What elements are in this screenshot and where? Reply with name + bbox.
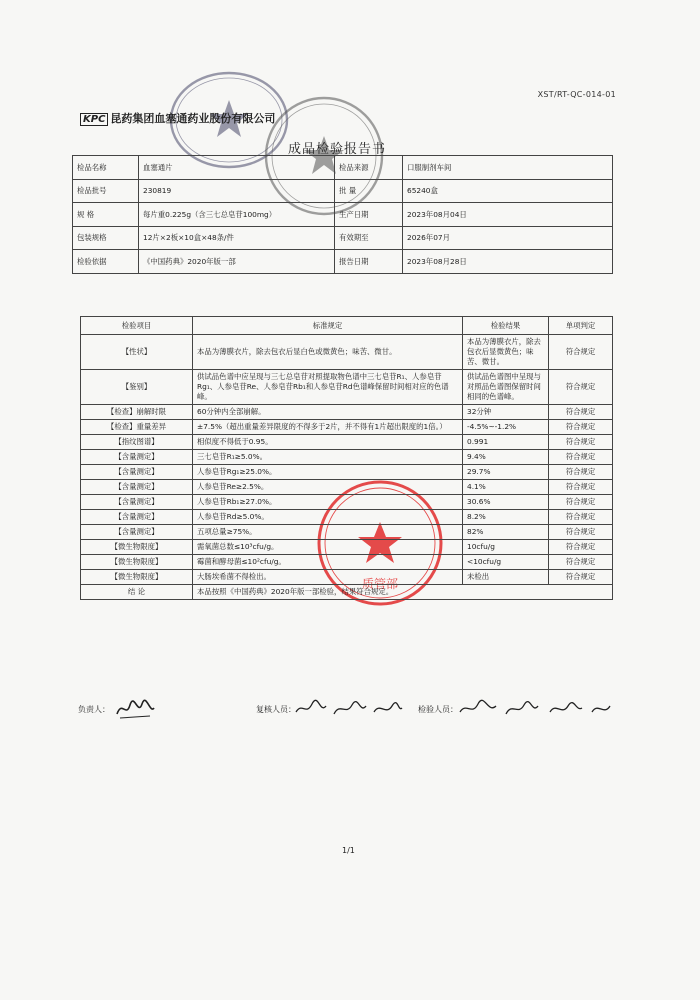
company-name: 昆药集团血塞通药业股份有限公司	[110, 112, 276, 125]
reviewer-label: 复核人员：	[256, 705, 296, 714]
test-standard: 人参皂苷Re≥2.5%。	[193, 479, 463, 494]
conclusion-row	[81, 584, 613, 599]
test-result: 本品为薄膜衣片，除去包衣后显微黄色；味苦、微甘。	[463, 335, 549, 370]
test-result: <10cfu/g	[463, 554, 549, 569]
label-test-basis: 检验依据	[73, 250, 139, 274]
label-report-date: 报告日期	[335, 250, 403, 274]
test-result: 0.991	[463, 434, 549, 449]
test-standard: 三七皂苷R₁≥5.0%。	[193, 449, 463, 464]
test-item: 【检查】重量差异	[81, 419, 193, 434]
test-standard: 供试品色谱中应呈现与三七总皂苷对照提取物色谱中三七皂苷R₁、人参皂苷Rg₁、人参皂苷Re、人参皂苷Rb₁和人参皂苷Rd色谱峰保留时间相对应的色谱峰。	[193, 369, 463, 404]
document-code: XST/RT-QC-014-01	[537, 90, 616, 99]
test-item: 【微生物限度】	[81, 569, 193, 584]
test-result: 30.6%	[463, 494, 549, 509]
info-row	[73, 203, 613, 227]
test-verdict: 符合规定	[549, 404, 613, 419]
test-item: 【检查】崩解时限	[81, 404, 193, 419]
inspector-label: 检验人员：	[418, 705, 458, 714]
test-header-row	[81, 317, 613, 335]
test-standard: 人参皂苷Rb₁≥27.0%。	[193, 494, 463, 509]
label-packaging: 包装规格	[73, 226, 139, 250]
test-result: 32分钟	[463, 404, 549, 419]
test-result: 4.1%	[463, 479, 549, 494]
test-standard: ±7.5%（超出重量差异限度的不得多于2片，并不得有1片超出限度的1倍。）	[193, 419, 463, 434]
value-packaging: 12片×2板×10盒×48条/件	[139, 226, 335, 250]
value-test-basis: 《中国药典》2020年版一部	[139, 250, 335, 274]
test-row	[81, 509, 613, 524]
test-row	[81, 569, 613, 584]
test-result: 9.4%	[463, 449, 549, 464]
value-product-name: 血塞通片	[139, 156, 335, 180]
value-specification: 每片重0.225g（含三七总皂苷100mg）	[139, 203, 335, 227]
test-result: 供试品色谱图中呈现与对照品色谱图保留时间相同的色谱峰。	[463, 369, 549, 404]
label-expiry: 有效期至	[335, 226, 403, 250]
label-batch-size: 批 量	[335, 179, 403, 203]
test-item: 【含量测定】	[81, 449, 193, 464]
value-batch-size: 65240盒	[403, 179, 613, 203]
value-report-date: 2023年08月28日	[403, 250, 613, 274]
test-verdict: 符合规定	[549, 434, 613, 449]
test-standard: 人参皂苷Rd≥5.0%。	[193, 509, 463, 524]
report-title: 成品检验报告书	[288, 142, 387, 157]
info-row	[73, 179, 613, 203]
test-item: 【微生物限度】	[81, 554, 193, 569]
test-standard: 本品为薄膜衣片，除去包衣后显白色或微黄色；味苦、微甘。	[193, 335, 463, 370]
test-result: 未检出	[463, 569, 549, 584]
test-verdict: 符合规定	[549, 539, 613, 554]
test-verdict: 符合规定	[549, 494, 613, 509]
page-number: 1/1	[342, 846, 355, 855]
test-row	[81, 369, 613, 404]
test-item: 【性状】	[81, 335, 193, 370]
test-item: 【含量测定】	[81, 494, 193, 509]
test-item: 【鉴别】	[81, 369, 193, 404]
header-test-item: 检验项目	[81, 317, 193, 335]
test-row	[81, 464, 613, 479]
test-standard: 五项总量≥75%。	[193, 524, 463, 539]
test-row	[81, 449, 613, 464]
value-batch-number: 230819	[139, 179, 335, 203]
value-expiry: 2026年07月	[403, 226, 613, 250]
value-production-date: 2023年08月04日	[403, 203, 613, 227]
test-row	[81, 524, 613, 539]
test-verdict: 符合规定	[549, 464, 613, 479]
header-standard: 标准规定	[193, 317, 463, 335]
test-item: 【含量测定】	[81, 509, 193, 524]
test-item: 【指纹图谱】	[81, 434, 193, 449]
test-item: 【含量测定】	[81, 464, 193, 479]
test-standard: 霉菌和酵母菌≤10²cfu/g。	[193, 554, 463, 569]
test-verdict: 符合规定	[549, 419, 613, 434]
info-row	[73, 250, 613, 274]
responsible-signature	[114, 696, 156, 724]
test-result: 29.7%	[463, 464, 549, 479]
label-source: 检品来源	[335, 156, 403, 180]
test-verdict: 符合规定	[549, 335, 613, 370]
seal-bottom-text: 质管部	[361, 577, 399, 591]
label-production-date: 生产日期	[335, 203, 403, 227]
test-result: 82%	[463, 524, 549, 539]
test-row	[81, 539, 613, 554]
label-batch-number: 检品批号	[73, 179, 139, 203]
label-product-name: 检品名称	[73, 156, 139, 180]
company-logo: KPC	[80, 113, 108, 126]
test-verdict: 符合规定	[549, 449, 613, 464]
value-source: 口服制剂车间	[403, 156, 613, 180]
test-verdict: 符合规定	[549, 524, 613, 539]
signature-area	[78, 696, 638, 726]
test-verdict: 符合规定	[549, 569, 613, 584]
test-verdict: 符合规定	[549, 554, 613, 569]
test-rows	[81, 335, 613, 585]
test-row	[81, 335, 613, 370]
test-standard: 60分钟内全部崩解。	[193, 404, 463, 419]
test-row	[81, 479, 613, 494]
label-specification: 规 格	[73, 203, 139, 227]
test-results-table	[80, 316, 613, 600]
reviewer-signatures	[294, 696, 404, 724]
test-row	[81, 404, 613, 419]
responsible-label: 负责人：	[78, 705, 110, 714]
info-row	[73, 226, 613, 250]
test-item: 【含量测定】	[81, 479, 193, 494]
test-verdict: 符合规定	[549, 509, 613, 524]
test-standard: 大肠埃希菌不得检出。	[193, 569, 463, 584]
test-row	[81, 554, 613, 569]
test-result: 8.2%	[463, 509, 549, 524]
header-result: 检验结果	[463, 317, 549, 335]
test-result: 10cfu/g	[463, 539, 549, 554]
test-result: -4.5%~-1.2%	[463, 419, 549, 434]
test-standard: 需氧菌总数≤10³cfu/g。	[193, 539, 463, 554]
conclusion-label: 结 论	[81, 584, 193, 599]
test-row	[81, 434, 613, 449]
info-row	[73, 156, 613, 180]
test-item: 【微生物限度】	[81, 539, 193, 554]
test-standard: 人参皂苷Rg₁≥25.0%。	[193, 464, 463, 479]
header-verdict: 单项判定	[549, 317, 613, 335]
test-row	[81, 494, 613, 509]
conclusion-text: 本品按照《中国药典》2020年版一部检验，结果符合规定。	[193, 584, 613, 599]
test-item: 【含量测定】	[81, 524, 193, 539]
company-header	[80, 110, 275, 126]
test-row	[81, 419, 613, 434]
test-standard: 相似度不得低于0.95。	[193, 434, 463, 449]
product-info-table	[72, 155, 613, 274]
test-verdict: 符合规定	[549, 369, 613, 404]
test-verdict: 符合规定	[549, 479, 613, 494]
inspector-signatures	[458, 696, 618, 724]
